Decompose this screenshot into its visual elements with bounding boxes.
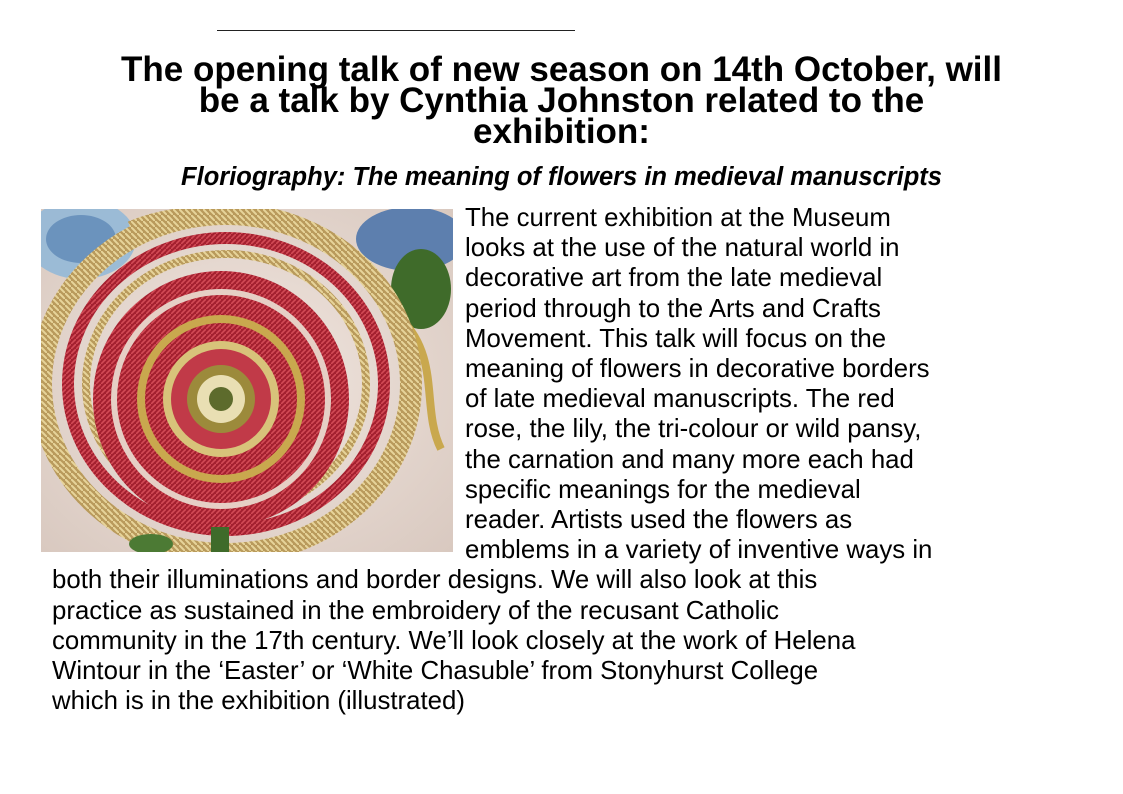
top-divider-line (217, 30, 575, 31)
talk-title: Floriography: The meaning of flowers in medieval manuscripts (181, 163, 942, 191)
embroidery-photo (41, 209, 453, 552)
talk-description: The current exhibition at the Museum looks at the use of the natural world in decorative art from the late medieval period through to the Arts and Crafts Movement. This talk will focus on the meaning of flowers in decorative borders of late medieval manuscripts. The red rose, the lily, the tri-colour or wild pansy, the carnation and many more each had specific meanings for the medieval reader. Artists used the flowers as emblems in a variety of inventive ways in both their illuminations and border designs. We will also look at this practice as sustained in the embroidery of the recusant Catholic community in the 17th century. We’ll look closely at the work of Helena Wintour in the ‘Easter’ or ‘White Chasuble’ from Stonyhurst College which is in the exhibition (illustrated) (52, 204, 933, 716)
headline: The opening talk of new season on 14th October, will be a talk by Cynthia Johnston related to the exhibition: (121, 50, 1002, 151)
article-body (52, 203, 1072, 716)
